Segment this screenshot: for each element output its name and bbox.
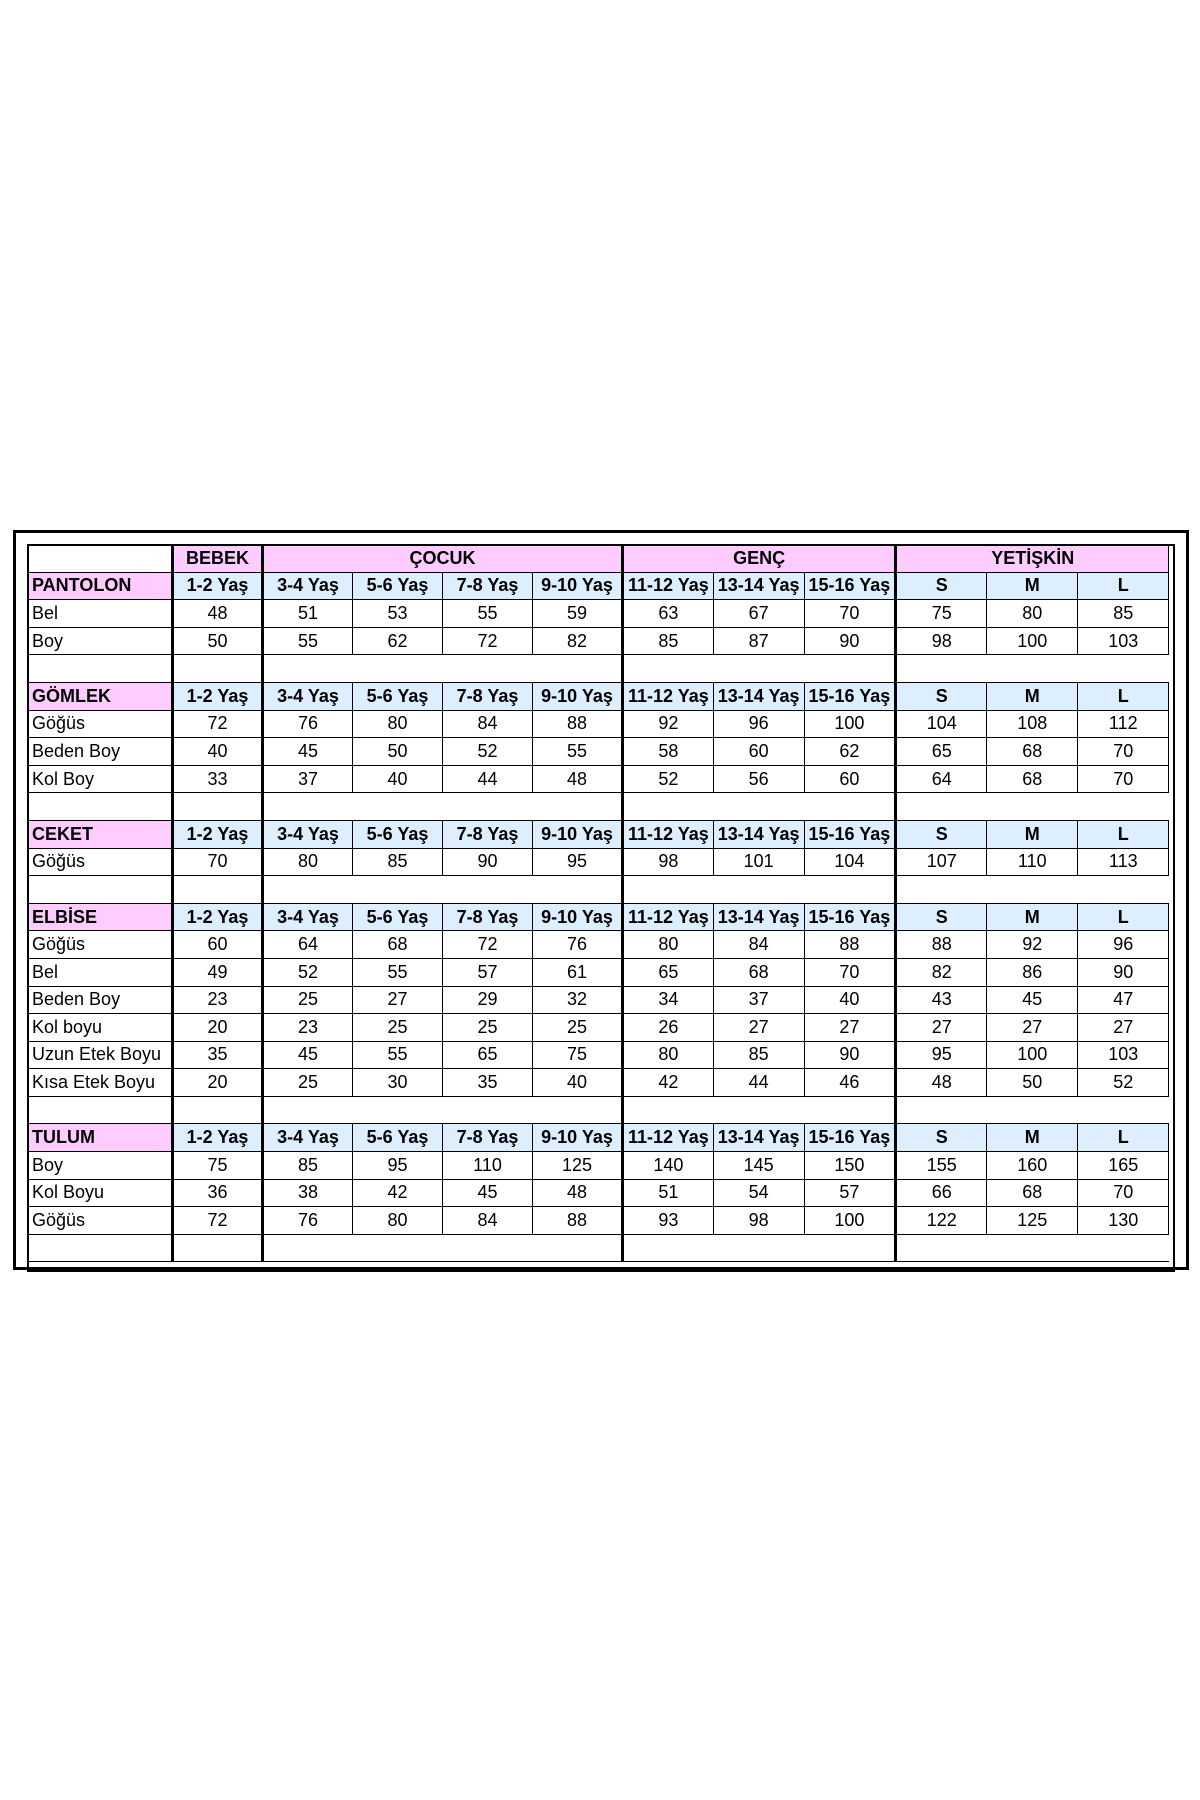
- spacer-cell: [896, 1234, 1169, 1262]
- measurement-value: 65: [896, 738, 987, 766]
- measurement-value: 51: [623, 1179, 714, 1207]
- measurement-value: 165: [1078, 1152, 1169, 1180]
- spacer-cell: [263, 793, 623, 821]
- size-column-header: S: [896, 572, 987, 600]
- measurement-value: 35: [173, 1041, 263, 1069]
- measurement-value: 70: [1078, 1179, 1169, 1207]
- measurement-label: Göğüs: [28, 1207, 173, 1235]
- section-header-row: [28, 820, 1169, 848]
- measurement-value: 84: [443, 710, 533, 738]
- measurement-label: Bel: [28, 600, 173, 628]
- measurement-row: [28, 600, 1169, 628]
- measurement-value: 55: [533, 738, 623, 766]
- section-spacer-row: [28, 793, 1169, 821]
- measurement-label: Kol Boyu: [28, 1179, 173, 1207]
- measurement-value: 57: [443, 958, 533, 986]
- size-column-header: 3-4 Yaş: [263, 1124, 353, 1152]
- size-column-header: S: [896, 1124, 987, 1152]
- spacer-cell: [173, 1096, 263, 1124]
- measurement-value: 55: [263, 627, 353, 655]
- section-title: PANTOLON: [28, 572, 173, 600]
- measurement-value: 40: [804, 986, 896, 1014]
- measurement-value: 108: [987, 710, 1078, 738]
- spacer-cell: [263, 1234, 623, 1262]
- spacer-cell: [28, 876, 173, 904]
- measurement-value: 42: [353, 1179, 443, 1207]
- measurement-value: 49: [173, 958, 263, 986]
- measurement-value: 60: [173, 931, 263, 959]
- size-column-header: 3-4 Yaş: [263, 903, 353, 931]
- measurement-value: 85: [353, 848, 443, 876]
- measurement-value: 27: [353, 986, 443, 1014]
- measurement-row: [28, 1207, 1169, 1235]
- size-column-header: 15-16 Yaş: [804, 903, 896, 931]
- measurement-row: [28, 765, 1169, 793]
- section-spacer-row: [28, 876, 1169, 904]
- measurement-value: 98: [896, 627, 987, 655]
- measurement-value: 37: [263, 765, 353, 793]
- measurement-value: 76: [263, 1207, 353, 1235]
- measurement-value: 85: [1078, 600, 1169, 628]
- size-column-header: 9-10 Yaş: [533, 903, 623, 931]
- measurement-value: 100: [987, 1041, 1078, 1069]
- size-column-header: 9-10 Yaş: [533, 1124, 623, 1152]
- measurement-value: 88: [804, 931, 896, 959]
- measurement-value: 104: [804, 848, 896, 876]
- measurement-value: 47: [1078, 986, 1169, 1014]
- size-column-header: L: [1078, 903, 1169, 931]
- measurement-value: 122: [896, 1207, 987, 1235]
- measurement-label: Beden Boy: [28, 738, 173, 766]
- measurement-value: 70: [1078, 738, 1169, 766]
- measurement-value: 26: [623, 1014, 714, 1042]
- size-column-header: 11-12 Yaş: [623, 820, 714, 848]
- measurement-value: 20: [173, 1069, 263, 1097]
- measurement-label: Kısa Etek Boyu: [28, 1069, 173, 1097]
- measurement-label: Boy: [28, 1152, 173, 1180]
- measurement-value: 80: [987, 600, 1078, 628]
- size-column-header: 1-2 Yaş: [173, 682, 263, 710]
- measurement-value: 75: [173, 1152, 263, 1180]
- measurement-row: [28, 958, 1169, 986]
- measurement-value: 85: [713, 1041, 804, 1069]
- measurement-value: 48: [533, 1179, 623, 1207]
- measurement-value: 48: [533, 765, 623, 793]
- size-column-header: M: [987, 903, 1078, 931]
- measurement-value: 43: [896, 986, 987, 1014]
- size-column-header: 3-4 Yaş: [263, 820, 353, 848]
- measurement-value: 67: [713, 600, 804, 628]
- measurement-value: 85: [623, 627, 714, 655]
- section-spacer-row: [28, 1096, 1169, 1124]
- measurement-value: 55: [353, 958, 443, 986]
- measurement-row: [28, 627, 1169, 655]
- measurement-value: 82: [533, 627, 623, 655]
- measurement-label: Göğüs: [28, 710, 173, 738]
- measurement-value: 98: [713, 1207, 804, 1235]
- measurement-value: 100: [804, 710, 896, 738]
- measurement-value: 68: [987, 1179, 1078, 1207]
- size-column-header: 15-16 Yaş: [804, 572, 896, 600]
- measurement-label: Boy: [28, 627, 173, 655]
- size-chart-table: [27, 544, 1169, 1262]
- measurement-value: 70: [804, 958, 896, 986]
- measurement-value: 113: [1078, 848, 1169, 876]
- measurement-value: 85: [263, 1152, 353, 1180]
- measurement-value: 100: [987, 627, 1078, 655]
- measurement-value: 46: [804, 1069, 896, 1097]
- spacer-cell: [28, 1234, 173, 1262]
- size-column-header: 13-14 Yaş: [713, 820, 804, 848]
- measurement-value: 51: [263, 600, 353, 628]
- measurement-value: 60: [713, 738, 804, 766]
- measurement-value: 104: [896, 710, 987, 738]
- measurement-value: 90: [804, 627, 896, 655]
- measurement-value: 27: [896, 1014, 987, 1042]
- measurement-value: 62: [353, 627, 443, 655]
- measurement-value: 80: [353, 1207, 443, 1235]
- measurement-value: 27: [1078, 1014, 1169, 1042]
- size-column-header: L: [1078, 820, 1169, 848]
- measurement-row: [28, 1014, 1169, 1042]
- size-column-header: M: [987, 820, 1078, 848]
- measurement-value: 84: [443, 1207, 533, 1235]
- size-column-header: 13-14 Yaş: [713, 572, 804, 600]
- size-column-header: 15-16 Yaş: [804, 682, 896, 710]
- measurement-value: 40: [533, 1069, 623, 1097]
- measurement-value: 61: [533, 958, 623, 986]
- size-column-header: 7-8 Yaş: [443, 682, 533, 710]
- size-column-header: 13-14 Yaş: [713, 682, 804, 710]
- measurement-value: 88: [896, 931, 987, 959]
- measurement-value: 72: [443, 931, 533, 959]
- measurement-value: 37: [713, 986, 804, 1014]
- size-column-header: 7-8 Yaş: [443, 572, 533, 600]
- measurement-value: 130: [1078, 1207, 1169, 1235]
- size-column-header: 11-12 Yaş: [623, 682, 714, 710]
- section-header-row: [28, 682, 1169, 710]
- measurement-value: 125: [533, 1152, 623, 1180]
- group-bebek: BEBEK: [173, 545, 263, 573]
- measurement-label: Kol Boy: [28, 765, 173, 793]
- measurement-value: 48: [896, 1069, 987, 1097]
- spacer-cell: [896, 876, 1169, 904]
- spacer-cell: [896, 1096, 1169, 1124]
- spacer-cell: [896, 793, 1169, 821]
- measurement-row: [28, 986, 1169, 1014]
- measurement-value: 95: [896, 1041, 987, 1069]
- measurement-label: Beden Boy: [28, 986, 173, 1014]
- measurement-value: 82: [896, 958, 987, 986]
- measurement-row: [28, 931, 1169, 959]
- size-column-header: 9-10 Yaş: [533, 820, 623, 848]
- measurement-value: 80: [623, 931, 714, 959]
- measurement-value: 95: [353, 1152, 443, 1180]
- spacer-cell: [623, 655, 896, 683]
- measurement-value: 57: [804, 1179, 896, 1207]
- measurement-value: 107: [896, 848, 987, 876]
- measurement-value: 80: [623, 1041, 714, 1069]
- measurement-value: 52: [263, 958, 353, 986]
- measurement-value: 33: [173, 765, 263, 793]
- measurement-value: 110: [987, 848, 1078, 876]
- measurement-row: [28, 1179, 1169, 1207]
- measurement-label: Göğüs: [28, 848, 173, 876]
- size-column-header: 3-4 Yaş: [263, 572, 353, 600]
- size-column-header: 13-14 Yaş: [713, 1124, 804, 1152]
- size-column-header: L: [1078, 682, 1169, 710]
- size-column-header: 9-10 Yaş: [533, 572, 623, 600]
- measurement-value: 34: [623, 986, 714, 1014]
- measurement-value: 63: [623, 600, 714, 628]
- size-column-header: M: [987, 682, 1078, 710]
- measurement-value: 68: [987, 765, 1078, 793]
- measurement-value: 55: [443, 600, 533, 628]
- group-cocuk: ÇOCUK: [263, 545, 623, 573]
- measurement-value: 150: [804, 1152, 896, 1180]
- size-column-header: 5-6 Yaş: [353, 903, 443, 931]
- measurement-value: 80: [263, 848, 353, 876]
- section-title: GÖMLEK: [28, 682, 173, 710]
- section-spacer-row: [28, 655, 1169, 683]
- section-title: ELBİSE: [28, 903, 173, 931]
- spacer-cell: [173, 655, 263, 683]
- measurement-value: 50: [173, 627, 263, 655]
- measurement-value: 95: [533, 848, 623, 876]
- measurement-row: [28, 848, 1169, 876]
- measurement-value: 70: [173, 848, 263, 876]
- spacer-cell: [623, 793, 896, 821]
- measurement-value: 72: [173, 1207, 263, 1235]
- measurement-value: 90: [1078, 958, 1169, 986]
- size-column-header: 1-2 Yaş: [173, 820, 263, 848]
- measurement-value: 103: [1078, 1041, 1169, 1069]
- measurement-value: 70: [804, 600, 896, 628]
- measurement-value: 50: [987, 1069, 1078, 1097]
- measurement-value: 27: [987, 1014, 1078, 1042]
- measurement-value: 92: [623, 710, 714, 738]
- size-column-header: 1-2 Yaş: [173, 903, 263, 931]
- spacer-cell: [623, 876, 896, 904]
- measurement-label: Kol boyu: [28, 1014, 173, 1042]
- measurement-value: 72: [443, 627, 533, 655]
- measurement-value: 60: [804, 765, 896, 793]
- measurement-row: [28, 1152, 1169, 1180]
- size-column-header: 1-2 Yaş: [173, 572, 263, 600]
- spacer-cell: [28, 1096, 173, 1124]
- measurement-value: 64: [263, 931, 353, 959]
- measurement-value: 53: [353, 600, 443, 628]
- measurement-value: 50: [353, 738, 443, 766]
- measurement-value: 45: [263, 1041, 353, 1069]
- size-column-header: 11-12 Yaş: [623, 903, 714, 931]
- measurement-value: 80: [353, 710, 443, 738]
- measurement-value: 68: [713, 958, 804, 986]
- measurement-value: 96: [1078, 931, 1169, 959]
- measurement-value: 25: [263, 1069, 353, 1097]
- spacer-cell: [263, 876, 623, 904]
- spacer-cell: [173, 793, 263, 821]
- measurement-value: 75: [896, 600, 987, 628]
- spacer-cell: [173, 1234, 263, 1262]
- measurement-value: 112: [1078, 710, 1169, 738]
- size-column-header: 11-12 Yaş: [623, 572, 714, 600]
- measurement-value: 96: [713, 710, 804, 738]
- group-yetiskin: YETİŞKİN: [896, 545, 1169, 573]
- spacer-cell: [263, 655, 623, 683]
- measurement-value: 54: [713, 1179, 804, 1207]
- measurement-value: 75: [533, 1041, 623, 1069]
- measurement-value: 145: [713, 1152, 804, 1180]
- measurement-value: 56: [713, 765, 804, 793]
- measurement-value: 76: [263, 710, 353, 738]
- measurement-value: 140: [623, 1152, 714, 1180]
- measurement-value: 62: [804, 738, 896, 766]
- measurement-value: 70: [1078, 765, 1169, 793]
- measurement-value: 29: [443, 986, 533, 1014]
- measurement-value: 92: [987, 931, 1078, 959]
- size-column-header: S: [896, 682, 987, 710]
- measurement-value: 25: [533, 1014, 623, 1042]
- section-title: CEKET: [28, 820, 173, 848]
- measurement-value: 36: [173, 1179, 263, 1207]
- size-column-header: M: [987, 572, 1078, 600]
- section-header-row: [28, 903, 1169, 931]
- size-column-header: 7-8 Yaş: [443, 820, 533, 848]
- measurement-value: 87: [713, 627, 804, 655]
- section-header-row: [28, 572, 1169, 600]
- measurement-value: 101: [713, 848, 804, 876]
- measurement-value: 20: [173, 1014, 263, 1042]
- measurement-value: 160: [987, 1152, 1078, 1180]
- spacer-cell: [896, 655, 1169, 683]
- spacer-cell: [28, 793, 173, 821]
- measurement-value: 84: [713, 931, 804, 959]
- measurement-label: Uzun Etek Boyu: [28, 1041, 173, 1069]
- age-group-header-row: [28, 545, 1169, 573]
- measurement-row: [28, 1069, 1169, 1097]
- measurement-value: 68: [987, 738, 1078, 766]
- measurement-value: 72: [173, 710, 263, 738]
- measurement-value: 65: [443, 1041, 533, 1069]
- measurement-value: 125: [987, 1207, 1078, 1235]
- section-header-row: [28, 1124, 1169, 1152]
- spacer-cell: [173, 876, 263, 904]
- measurement-value: 66: [896, 1179, 987, 1207]
- measurement-value: 40: [173, 738, 263, 766]
- size-column-header: L: [1078, 572, 1169, 600]
- measurement-value: 90: [804, 1041, 896, 1069]
- measurement-value: 86: [987, 958, 1078, 986]
- size-column-header: 5-6 Yaş: [353, 682, 443, 710]
- measurement-value: 76: [533, 931, 623, 959]
- measurement-value: 52: [443, 738, 533, 766]
- size-column-header: 11-12 Yaş: [623, 1124, 714, 1152]
- size-column-header: 5-6 Yaş: [353, 820, 443, 848]
- measurement-value: 42: [623, 1069, 714, 1097]
- measurement-value: 45: [443, 1179, 533, 1207]
- measurement-value: 44: [713, 1069, 804, 1097]
- measurement-value: 55: [353, 1041, 443, 1069]
- measurement-value: 44: [443, 765, 533, 793]
- measurement-row: [28, 1041, 1169, 1069]
- measurement-value: 93: [623, 1207, 714, 1235]
- measurement-value: 52: [623, 765, 714, 793]
- corner-cell: [28, 545, 173, 573]
- measurement-value: 155: [896, 1152, 987, 1180]
- measurement-value: 52: [1078, 1069, 1169, 1097]
- size-column-header: 7-8 Yaş: [443, 1124, 533, 1152]
- size-column-header: S: [896, 903, 987, 931]
- measurement-value: 88: [533, 710, 623, 738]
- section-spacer-row: [28, 1234, 1169, 1262]
- measurement-value: 98: [623, 848, 714, 876]
- size-chart-body: [28, 545, 1169, 1262]
- measurement-value: 65: [623, 958, 714, 986]
- measurement-value: 45: [987, 986, 1078, 1014]
- measurement-value: 110: [443, 1152, 533, 1180]
- section-title: TULUM: [28, 1124, 173, 1152]
- spacer-cell: [28, 655, 173, 683]
- measurement-value: 35: [443, 1069, 533, 1097]
- size-column-header: 15-16 Yaş: [804, 820, 896, 848]
- measurement-value: 27: [804, 1014, 896, 1042]
- measurement-value: 40: [353, 765, 443, 793]
- measurement-value: 25: [353, 1014, 443, 1042]
- measurement-value: 100: [804, 1207, 896, 1235]
- measurement-row: [28, 710, 1169, 738]
- size-column-header: M: [987, 1124, 1078, 1152]
- measurement-value: 27: [713, 1014, 804, 1042]
- measurement-value: 30: [353, 1069, 443, 1097]
- measurement-value: 68: [353, 931, 443, 959]
- spacer-cell: [623, 1234, 896, 1262]
- size-column-header: 5-6 Yaş: [353, 572, 443, 600]
- measurement-value: 59: [533, 600, 623, 628]
- size-column-header: 9-10 Yaş: [533, 682, 623, 710]
- group-genc: GENÇ: [623, 545, 896, 573]
- measurement-value: 25: [263, 986, 353, 1014]
- measurement-value: 48: [173, 600, 263, 628]
- spacer-cell: [263, 1096, 623, 1124]
- measurement-label: Bel: [28, 958, 173, 986]
- measurement-row: [28, 738, 1169, 766]
- measurement-value: 90: [443, 848, 533, 876]
- measurement-value: 32: [533, 986, 623, 1014]
- measurement-value: 103: [1078, 627, 1169, 655]
- measurement-value: 88: [533, 1207, 623, 1235]
- size-column-header: L: [1078, 1124, 1169, 1152]
- size-column-header: 3-4 Yaş: [263, 682, 353, 710]
- measurement-value: 23: [263, 1014, 353, 1042]
- measurement-value: 58: [623, 738, 714, 766]
- measurement-value: 25: [443, 1014, 533, 1042]
- size-column-header: 1-2 Yaş: [173, 1124, 263, 1152]
- measurement-label: Göğüs: [28, 931, 173, 959]
- spacer-cell: [623, 1096, 896, 1124]
- size-column-header: 15-16 Yaş: [804, 1124, 896, 1152]
- measurement-value: 64: [896, 765, 987, 793]
- size-column-header: 5-6 Yaş: [353, 1124, 443, 1152]
- measurement-value: 45: [263, 738, 353, 766]
- measurement-value: 38: [263, 1179, 353, 1207]
- size-column-header: 7-8 Yaş: [443, 903, 533, 931]
- size-column-header: 13-14 Yaş: [713, 903, 804, 931]
- size-column-header: S: [896, 820, 987, 848]
- measurement-value: 23: [173, 986, 263, 1014]
